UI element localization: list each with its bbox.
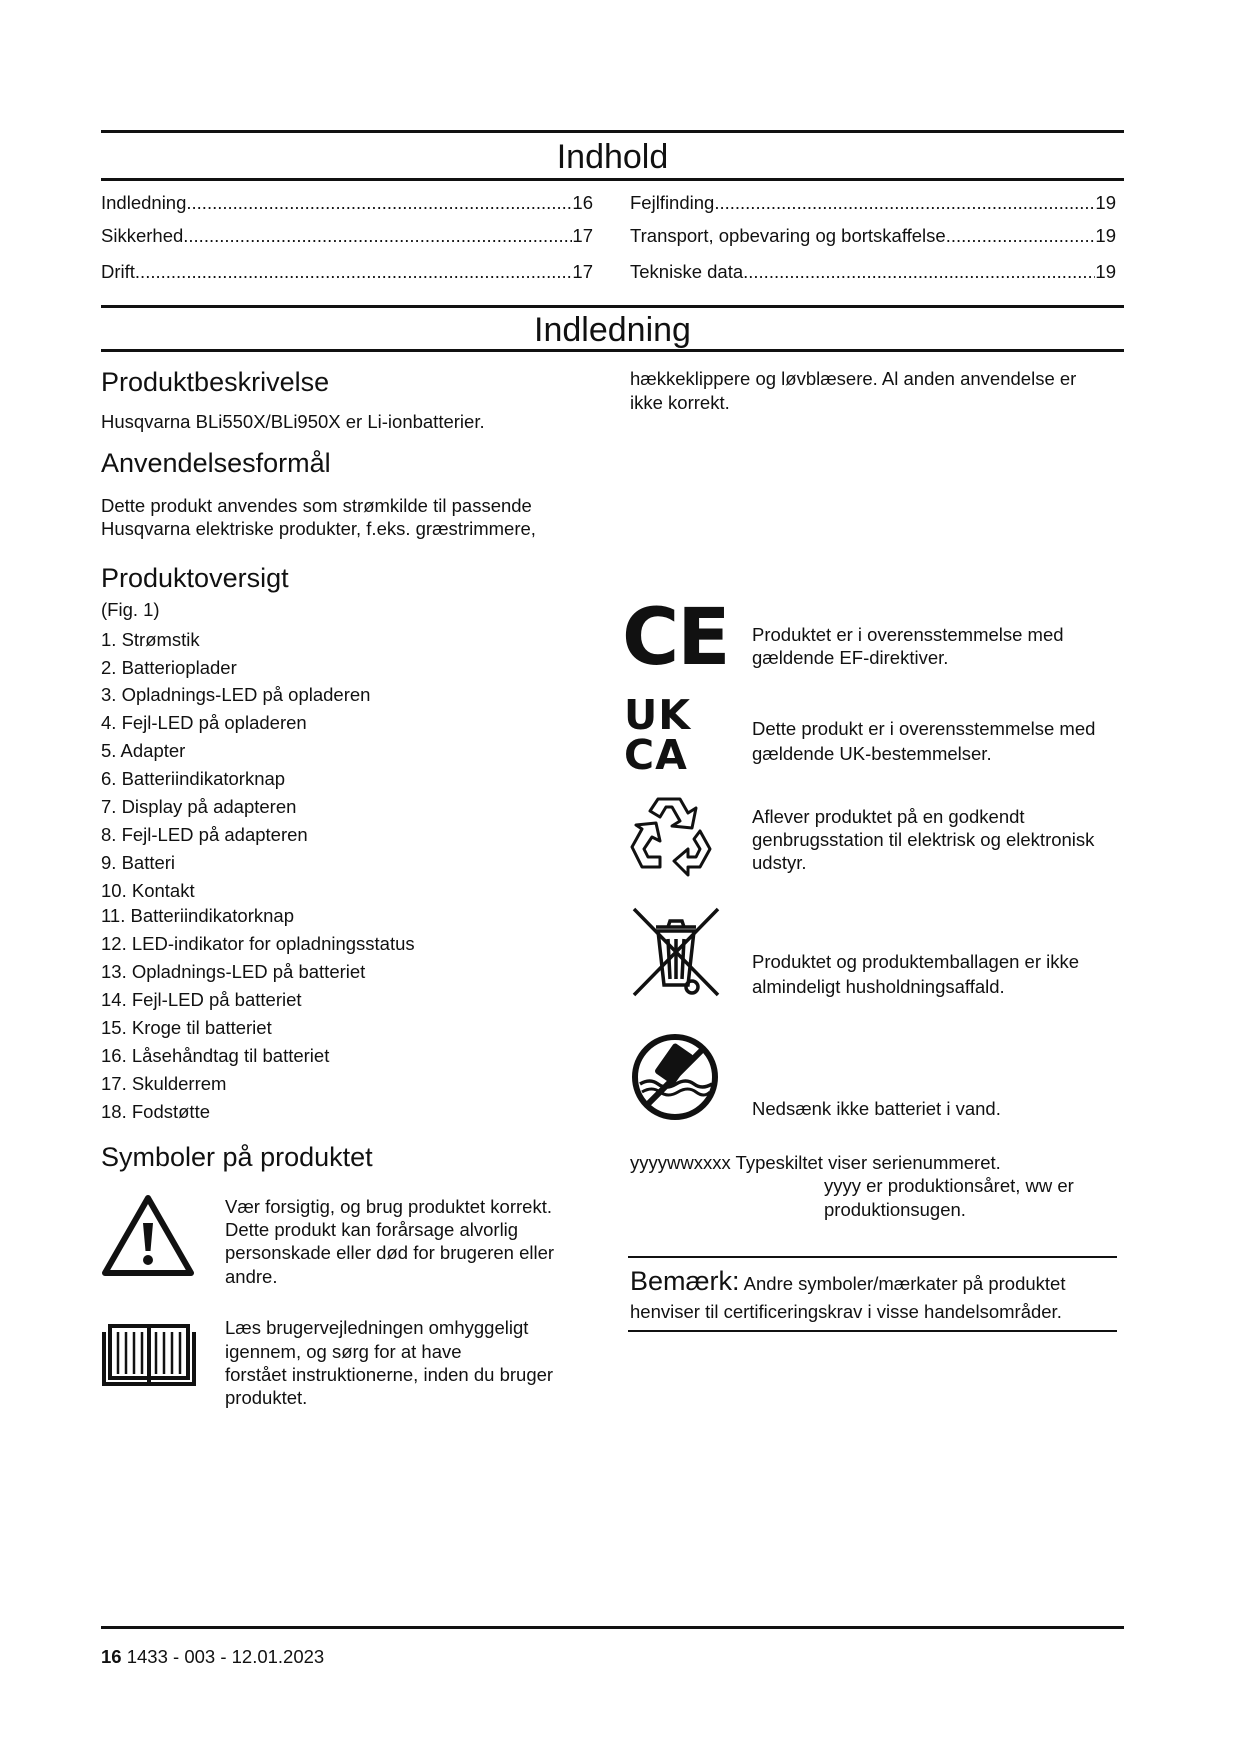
footer-text [101, 1645, 324, 1668]
intended-use-heading: Anvendelsesformål [101, 448, 331, 478]
footer-rule [101, 1626, 1124, 1629]
list-item: 4. Fejl-LED på opladeren [101, 712, 307, 733]
ukca-mark-top: UK [624, 691, 692, 739]
figure-reference: (Fig. 1) [101, 599, 160, 620]
toc-entry-tekniske-data[interactable] [630, 259, 1116, 285]
note-top-rule [628, 1256, 1117, 1258]
toc-entry-page: 17 [572, 225, 593, 246]
list-item: 5. Adapter [101, 740, 186, 761]
intended-use-text-line1: Dette produkt anvendes som strømkilde til passende [101, 495, 532, 516]
list-item: 12. LED-indikator for opladningsstatus [101, 933, 415, 954]
note-line2: henviser til certificeringskrav i visse handelsområder. [630, 1301, 1062, 1322]
toc-entry-sikkerhed[interactable] [101, 223, 593, 249]
toc-entry-label: Tekniske data [630, 261, 744, 282]
toc-entry-label: Sikkerhed [101, 225, 184, 246]
toc-bottom-rule [101, 178, 1124, 181]
warning-text-line: Dette produkt kan forårsage alvorlig [225, 1219, 519, 1240]
manual-text-line: Læs brugervejledningen omhyggeligt [225, 1317, 529, 1338]
ce-mark-icon [622, 593, 729, 683]
ukca-text-line: Dette produkt er i overensstemmelse med [752, 718, 1096, 739]
intended-use-continued-line1: hækkeklippere og løvblæsere. Al anden anvendelse er [630, 368, 1077, 389]
intended-use-text-line2: Husqvarna elektriske produkter, f.eks. græstrimmere, [101, 518, 536, 539]
serial-text: Typeskiltet viser serienummeret. [730, 1152, 1001, 1173]
toc-entry-label: Transport, opbevaring og bortskaffelse [630, 225, 946, 246]
open-book-icon [100, 1318, 198, 1388]
warning-triangle-icon [100, 1193, 196, 1279]
list-item: 2. Batterioplader [101, 657, 237, 678]
serial-line3: produktionsugen. [824, 1199, 966, 1220]
intro-title: Indledning [534, 311, 691, 349]
list-item: 17. Skulderrem [101, 1073, 227, 1094]
weee-text-line: Produktet og produktemballagen er ikke [752, 951, 1080, 972]
toc-entry-transport[interactable] [630, 223, 1116, 249]
list-item: 15. Kroge til batteriet [101, 1017, 272, 1038]
ce-mark-label: CE [622, 593, 729, 683]
toc-entry-label: Drift [101, 261, 135, 282]
overview-heading: Produktoversigt [101, 563, 289, 593]
ukca-text-line: gældende UK-bestemmelser. [752, 743, 992, 764]
list-item: 13. Opladnings-LED på batteriet [101, 961, 366, 982]
toc-entry-page: 19 [1095, 261, 1116, 282]
toc-entry-indledning[interactable] [101, 190, 593, 216]
list-item: 10. Kontakt [101, 880, 195, 901]
toc-title: Indhold [556, 138, 669, 176]
list-item: 1. Strømstik [101, 629, 200, 650]
list-item: 9. Batteri [101, 852, 176, 873]
manual-text-line: igennem, og sørg for at have [225, 1341, 462, 1362]
ukca-mark-icon [624, 691, 696, 779]
weee-text-line: almindeligt husholdningsaffald. [752, 976, 1005, 997]
recycle-text-line: genbrugsstation til elektrisk og elektronisk [752, 829, 1095, 850]
product-description-text: Husqvarna BLi550X/BLi950X er Li-ionbatterier. [101, 411, 485, 432]
note-line1 [630, 1266, 1066, 1299]
note-bottom-rule [628, 1330, 1117, 1332]
warning-text-line: personskade eller død for brugeren eller [225, 1242, 555, 1263]
warning-text-line: Vær forsigtig, og brug produktet korrekt. [225, 1196, 552, 1217]
toc-top-rule [101, 130, 1124, 133]
toc-entry-drift[interactable] [101, 259, 593, 285]
intended-use-continued-line2: ikke korrekt. [630, 392, 730, 413]
ce-text-line: gældende EF-direktiver. [752, 647, 949, 668]
product-description-heading: Produktbeskrivelse [101, 367, 330, 397]
intro-top-rule [101, 305, 1124, 308]
manual-text-line: produktet. [225, 1387, 308, 1408]
toc-entry-fejlfinding[interactable] [630, 190, 1116, 216]
list-item: 11. Batteriindikatorknap [101, 905, 294, 926]
note-text: Andre symboler/mærkater på produktet [739, 1273, 1066, 1294]
list-item: 8. Fejl-LED på adapteren [101, 824, 308, 845]
ce-text-line: Produktet er i overensstemmelse med [752, 624, 1064, 645]
toc-entry-page: 19 [1095, 225, 1116, 246]
recycle-text-line: udstyr. [752, 852, 807, 873]
list-item: 3. Opladnings-LED på opladeren [101, 684, 371, 705]
note-title: Bemærk: [630, 1266, 740, 1296]
symbols-heading: Symboler på produktet [101, 1142, 373, 1172]
serial-number-line [630, 1151, 1001, 1174]
recycle-text-line: Aflever produktet på en godkendt [752, 806, 1025, 827]
list-item: 14. Fejl-LED på batteriet [101, 989, 302, 1010]
no-immersion-icon [630, 1032, 720, 1122]
ukca-mark-bottom: CA [624, 731, 688, 779]
toc-entry-page: 16 [572, 192, 593, 213]
recycle-icon [626, 791, 714, 877]
warning-text-line: andre. [225, 1266, 278, 1287]
no-immersion-text-line: Nedsænk ikke batteriet i vand. [752, 1098, 1001, 1119]
crossed-bin-icon [628, 903, 724, 999]
toc-entry-label: Indledning [101, 192, 187, 213]
manual-text-line: forstået instruktionerne, inden du bruger [225, 1364, 554, 1385]
footer-doc-id: 1433 - 003 - 12.01.2023 [121, 1646, 325, 1667]
list-item: 7. Display på adapteren [101, 796, 297, 817]
toc-entry-page: 19 [1095, 192, 1116, 213]
list-item: 16. Låsehåndtag til batteriet [101, 1045, 330, 1066]
footer-page-number: 16 [101, 1646, 122, 1667]
serial-line2: yyyy er produktionsåret, ww er [824, 1175, 1074, 1196]
list-item: 6. Batteriindikatorknap [101, 768, 286, 789]
toc-entry-label: Fejlfinding [630, 192, 715, 213]
serial-code: yyyywwxxxx [630, 1152, 731, 1173]
intro-bottom-rule [101, 349, 1124, 352]
toc-entry-page: 17 [572, 261, 593, 282]
list-item: 18. Fodstøtte [101, 1101, 210, 1122]
